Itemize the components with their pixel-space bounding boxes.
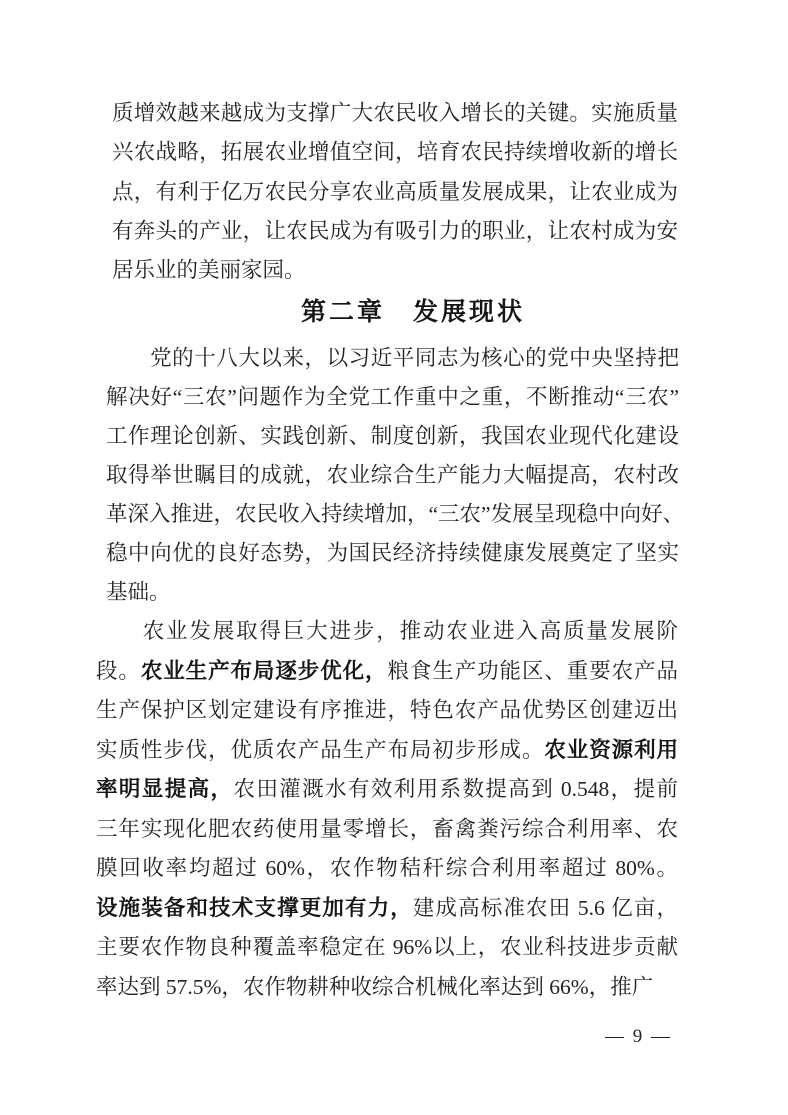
text-line: [96, 928, 678, 968]
paragraph-continuation: [112, 94, 678, 290]
text-segment: 建成高标准农田 5.6 亿亩，: [412, 895, 678, 920]
text-line: [96, 612, 678, 652]
text-segment: 点，有利于亿万农民分享农业高质量发展成果，让农业成为: [112, 179, 678, 204]
text-segment: 农业发展取得巨大进步，推动农业进入高质量发展阶: [96, 619, 678, 643]
text-segment: 实质性步伐，优质农产品生产布局初步形成。: [96, 737, 545, 762]
text-segment: 居乐业的美丽家园。: [112, 258, 306, 283]
text-segment: 有奔头的产业，让农民成为有吸引力的职业，让农村成为安: [112, 218, 678, 243]
text-segment: 农田灌溉水有效利用系数提高到 0.548，提前: [233, 777, 678, 801]
text-line: [106, 495, 685, 534]
text-line: [96, 810, 678, 850]
text-segment: 粮食生产功能区、重要农产品: [387, 658, 678, 683]
text-segment: 段。: [96, 658, 141, 683]
text-line: [106, 339, 679, 378]
chapter-heading: 第二章 发展现状: [301, 298, 526, 326]
text-line: [106, 534, 679, 573]
text-line: [96, 691, 678, 731]
text-segment: 率达到 57.5%，农作物耕种收综合机械化率达到 66%，推广: [96, 974, 654, 999]
text-segment: 质增效越来越成为支撑广大农民收入增长的关键。实施质量: [112, 101, 678, 125]
text-segment: 解决好“三农”问题作为全党工作重中之重，不断推动“三农”: [106, 385, 679, 409]
text-segment: 工作理论创新、实践创新、制度创新，我国农业现代化建设: [106, 424, 679, 448]
text-segment: 稳中向优的良好态势，为国民经济持续健康发展奠定了坚实: [106, 541, 679, 565]
text-line: [106, 378, 679, 417]
text-segment: 生产保护区划定建设有序推进，特色农产品优势区创建迈出: [96, 698, 678, 722]
text-line: [112, 133, 678, 172]
bold-text-segment: 率明显提高，: [96, 777, 234, 801]
text-segment: 取得举世瞩目的成就，农业综合生产能力大幅提高，农村改: [106, 463, 679, 487]
paragraph-3: [96, 612, 678, 1007]
text-line: [96, 849, 678, 889]
paragraph-2: [106, 339, 685, 612]
text-line: [106, 573, 679, 612]
bold-text-segment: 农业生产布局逐步优化，: [140, 658, 388, 683]
text-segment: 兴农战略，拓展农业增值空间，培育农民持续增收新的增长: [112, 140, 678, 165]
bold-text-segment: 农业资源利用: [544, 737, 678, 762]
page-number: — 9 —: [605, 1026, 672, 1047]
text-segment: 三年实现化肥农药使用量零增长，畜禽粪污综合利用率、农: [96, 816, 678, 841]
text-segment: 基础。: [106, 580, 171, 604]
text-line: [112, 212, 678, 251]
text-line: [96, 968, 678, 1008]
text-line: [106, 456, 679, 495]
text-line: [112, 94, 678, 133]
text-line: [96, 889, 678, 929]
text-line: [112, 173, 678, 212]
text-segment: 膜回收率均超过 60%，农作物秸秆综合利用率超过 80%。: [96, 856, 678, 880]
bold-text-segment: 设施装备和技术支撑更加有力，: [96, 895, 413, 920]
text-line: [96, 731, 678, 771]
text-line: [106, 417, 679, 456]
text-segment: 党的十八大以来，以习近平同志为核心的党中央坚持把: [106, 346, 679, 370]
text-line: [96, 770, 678, 810]
text-segment: 主要农作物良种覆盖率稳定在 96%以上，农业科技进步贡献: [96, 935, 678, 959]
text-segment: 革深入推进，农民收入持续增加，“三农”发展呈现稳中向好、: [106, 502, 685, 526]
text-line: [96, 652, 678, 692]
text-line: [112, 251, 678, 290]
